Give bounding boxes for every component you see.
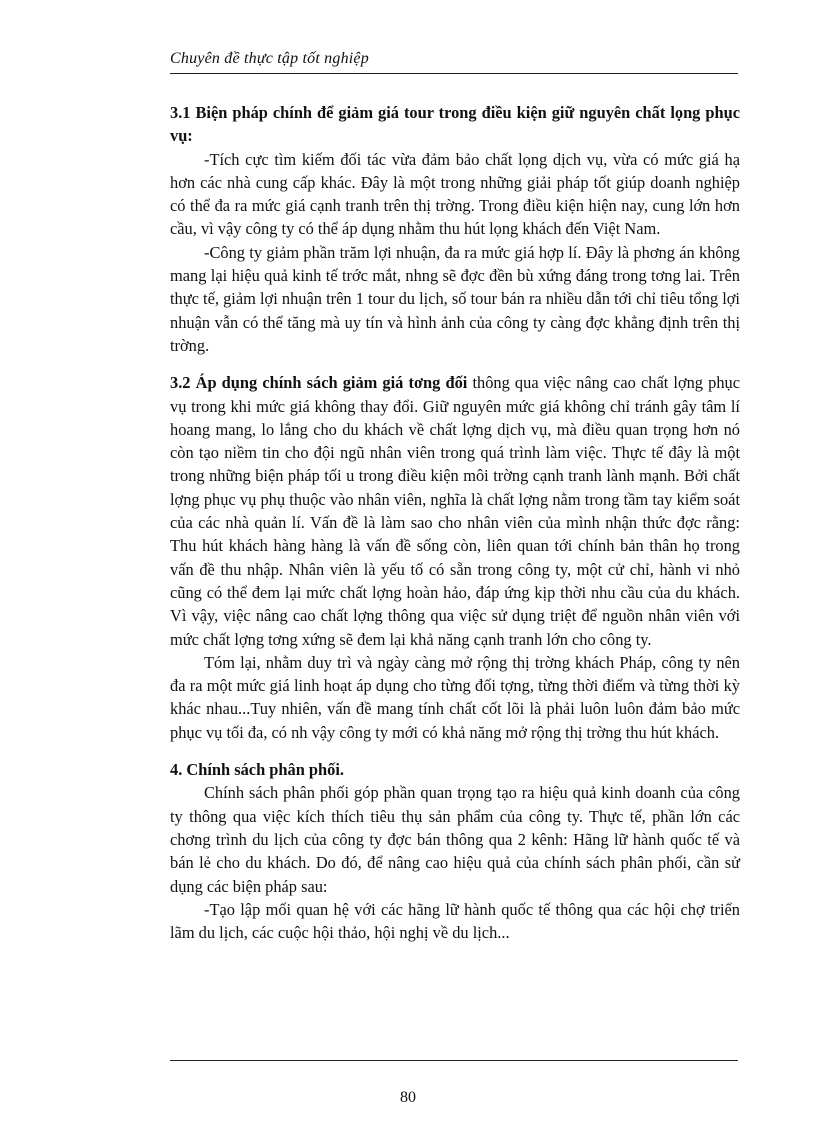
section-3-1-heading: 3.1 Biện pháp chính để giảm giá tour trong điều kiện giữ nguyên chất lọng phục vụ: (170, 103, 740, 146)
section-gap (170, 357, 740, 371)
section-3-2-paragraph-1 (170, 371, 740, 651)
document-body (170, 101, 740, 944)
page-header (170, 50, 738, 68)
section-4-paragraph-2: -Tạo lập mối quan hệ với các hãng lữ hành quốc tế thông qua các hội chợ triển lãm du lịch, các cuộc hội thảo, hội nghị về du lịch... (170, 899, 740, 943)
page-number: 80 (400, 1089, 416, 1106)
section-3-2-heading: 3.2 Áp dụng chính sách giảm giá tơng đối (170, 373, 468, 393)
header-title: Chuyên đề thực tập tốt nghiệp (170, 50, 369, 67)
section-4-paragraph-1: Chính sách phân phối góp phần quan trọng tạo ra hiệu quả kinh doanh của công ty thông qua việc kích thích tiêu thụ sản phẩm của công ty. Thực tế, phần lớn các chơng trình du lịch của công ty đợc bán thông qua 2 kênh: Hãng lữ hành quốc tế và bán lẻ cho du khách. Do đó, để nâng cao hiệu quả của chính sách phân phối, cần sử dụng các biện pháp sau: (170, 783, 740, 896)
header-rule (170, 73, 738, 74)
section-3-2-paragraph-2: Tóm lại, nhằm duy trì và ngày càng mở rộng thị trờng khách Pháp, công ty nên đa ra một mức giá linh hoạt áp dụng cho từng đối tợng, từng thời điểm và từng thời kỳ khác nhau...Tuy nhiên, vấn đề mang tính chất cốt lõi là phải luôn luôn đảm bảo mức phục vụ tối đa, có nh vậy công ty mới có khả năng mở rộng thị trờng thu hút khách. (170, 652, 740, 742)
footer-rule (170, 1060, 738, 1061)
section-3-2-text: thông qua việc nâng cao chất lợng phục vụ trong khi mức giá không thay đổi. Giữ nguyên mức giá không chỉ tránh gây tâm lí hoang mang, lo lắng cho du khách về chất lợng dịch vụ, mà điều quan trọng hơn nó còn tạo niềm tin cho đội ngũ nhân viên trong quá trình làm việc. Thực tế đây là một trong những biện pháp tối u trong điều kiện môi trờng cạnh tranh lành mạnh. Bởi chất lợng phục vụ phụ thuộc vào nhân viên, nghĩa là chất lợng nằm trong tầm tay kiểm soát của các nhà quản lí. Vấn đề là làm sao cho nhân viên của mình nhận thức đợc rằng: Thu hút khách hàng hàng là vấn đề sống còn, liên quan tới chính bản thân họ trong vấn đề thu nhập. Nhân viên là yếu tố có sẵn trong công ty, một cử chỉ, hành vi nhỏ cũng có thể đem lại mức chất lợng hoàn hảo, đáp ứng kịp thời nhu cầu của du khách. Vì vậy, việc nâng cao chất lợng thông qua việc sử dụng triệt để nguồn nhân viên với mức chất lợng tơng xứng sẽ đem lại khả năng cạnh tranh lớn cho công ty. (170, 373, 740, 649)
section-3-1-paragraph-1: -Tích cực tìm kiếm đối tác vừa đảm bảo chất lọng dịch vụ, vừa có mức giá hạ hơn các nhà cung cấp khác. Đây là một trong những giải pháp tốt giúp doanh nghiệp có thể đa ra mức giá cạnh tranh trên thị trờng. Trong điều kiện hiện nay, cung lớn hơn cầu, vì vậy công ty có thể áp dụng nhằm thu hút lọng khách đến Việt Nam. (170, 149, 740, 239)
section-4-heading: 4. Chính sách phân phối. (170, 760, 345, 780)
section-3-1-paragraph-2: -Công ty giảm phần trăm lợi nhuận, đa ra mức giá hợp lí. Đây là phơng án không mang lại hiệu quả kinh tế trớc mắt, nhng sẽ đợc đền bù xứng đáng trong tơng lai. Trên thực tế, giảm lợi nhuận trên 1 tour du lịch, số tour bán ra nhiều dẫn tới chỉ tiêu tổng lợi nhuận vẫn có thể tăng mà uy tín và hình ảnh của công ty càng đợc khẳng định trên thị trờng. (170, 242, 740, 355)
section-gap (170, 744, 740, 758)
